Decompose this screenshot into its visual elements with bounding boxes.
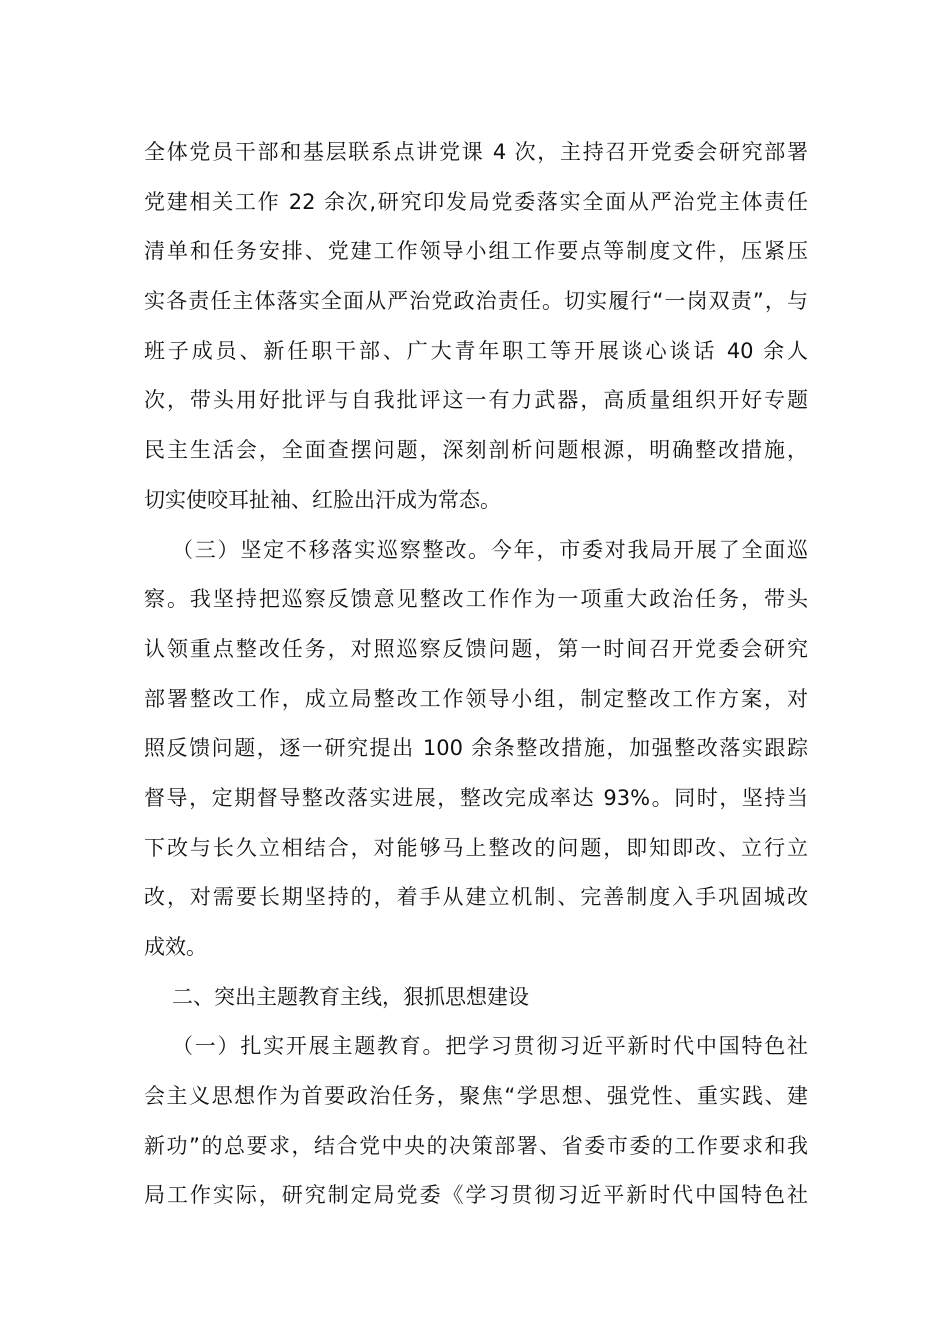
text-line: 成效。	[144, 935, 207, 959]
text-line: 次，带头用好批评与自我批评这一有力武器，高质量组织开好专题	[144, 388, 808, 413]
text-line: 清单和任务安排、党建工作领导小组工作要点等制度文件，压紧压	[144, 239, 808, 264]
document-body	[144, 128, 808, 1221]
text-line: 二、突出主题教育主线，狠抓思想建设	[172, 984, 529, 1009]
text-line: 全体党员干部和基层联系点讲党课 4 次，主持召开党委会研究部署	[144, 140, 808, 164]
text-line: 照反馈问题，逐一研究提出 100 余条整改措施，加强整改落实跟踪	[144, 736, 808, 761]
text-line: 改，对需要长期坚持的，着手从建立机制、完善制度入手巩固城改	[144, 885, 808, 910]
text-line: 下改与长久立相结合，对能够马上整改的问题，即知即改、立行立	[144, 835, 808, 860]
text-line: 会主义思想作为首要政治任务，聚焦“学思想、强党性、重实践、建	[144, 1084, 808, 1109]
text-line: 局工作实际，研究制定局党委《学习贯彻习近平新时代中国特色社	[144, 1183, 808, 1208]
text-line: （一）扎实开展主题教育。把学习贯彻习近平新时代中国特色社	[172, 1034, 808, 1059]
text-line: 察。我坚持把巡察反馈意见整改工作作为一项重大政治任务，带头	[144, 587, 808, 612]
text-line: 新功”的总要求，结合党中央的决策部署、省委市委的工作要求和我	[144, 1133, 808, 1158]
text-line: 实各责任主体落实全面从严治党政治责任。切实履行“一岗双责”，与	[144, 289, 808, 314]
text-line: 部署整改工作，成立局整改工作领导小组，制定整改工作方案，对	[144, 686, 808, 711]
text-line: 民主生活会，全面查摆问题，深刻剖析问题根源，明确整改措施，	[144, 438, 808, 463]
text-line: 切实使咬耳扯袖、红脸出汗成为常态。	[144, 487, 501, 512]
text-line: 党建相关工作 22 余次,研究印发局党委落实全面从严治党主体责任	[144, 189, 808, 214]
text-line: 认领重点整改任务，对照巡察反馈问题，第一时间召开党委会研究	[144, 636, 808, 661]
text-line: （三）坚定不移落实巡察整改。今年，市委对我局开展了全面巡	[172, 537, 808, 562]
text-line: 督导，定期督导整改落实进展，整改完成率达 93%。同时，坚持当	[144, 785, 808, 810]
text-line: 班子成员、新任职干部、广大青年职工等开展谈心谈话 40 余人	[144, 338, 808, 363]
